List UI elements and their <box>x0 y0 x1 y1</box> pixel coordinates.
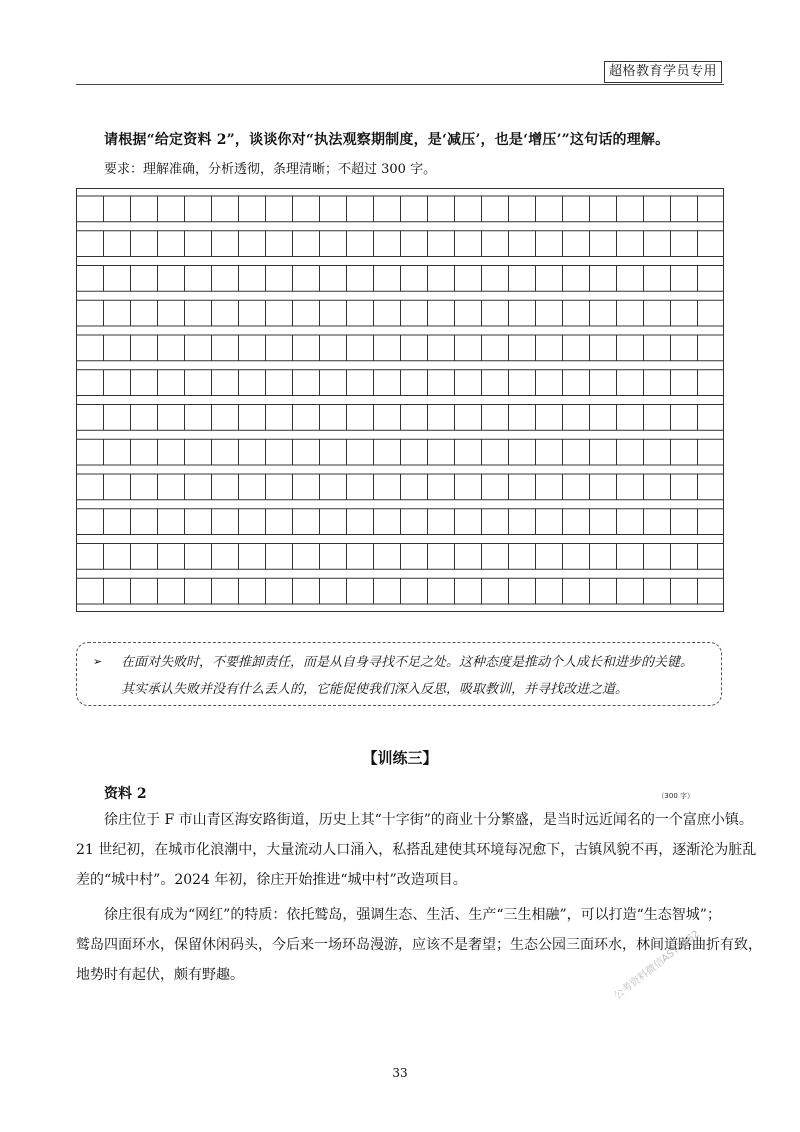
paragraph-line: 差的“城中村”。2024 年初，徐庄开始推进“城中村”改造项目。 <box>76 872 467 888</box>
arrow-bullet-icon: ➢ <box>93 655 103 668</box>
tip-line-1: 在面对失败时，不要推卸责任，而是从自身寻找不足之处。这种态度是推动个人成长和进步的关键。 <box>121 655 694 670</box>
answer-grid-lines <box>76 188 724 612</box>
paragraph-line: 地势时有起伏，颇有野趣。 <box>76 967 244 983</box>
material-label: 资料 2 <box>104 786 147 802</box>
tip-line-2: 其实承认失败并没有什么丢人的，它能促使我们深入反思，吸取教训，并寻找改进之道。 <box>121 682 629 697</box>
paragraph-line: 徐庄位于 F 市山青区海安路街道，历史上其“十字街”的商业十分繁盛，是当时远近闻名的一个富庶小镇。 <box>104 812 753 828</box>
question-prompt: 请根据“给定资料 2”，谈谈你对“执法观察期制度，是‘减压’，也是‘增压’”这句话的理解。 <box>104 132 670 148</box>
material-paragraph-1 <box>76 805 757 895</box>
tip-box <box>76 642 722 706</box>
page-number: 33 <box>392 1066 408 1080</box>
header-badge: 超格教育学员专用 <box>604 61 722 83</box>
paragraph-line: 鹫岛四面环水，保留休闲码头，今后来一场环岛漫游，应该不是奢望；生态公园三面环水，林间道路曲折有致， <box>76 937 762 953</box>
paragraph-line: 21 世纪初，在城市化浪潮中，大量流动人口涌入，私搭乱建使其环境每况愈下，古镇风貌不再，逐渐沦为脏乱 <box>76 842 757 858</box>
word-limit-label: （300 字） <box>657 792 694 800</box>
question-requirement: 要求：理解准确，分析透彻，条理清晰；不超过 300 字。 <box>104 162 437 177</box>
section-title: 【训练三】 <box>362 749 438 767</box>
paragraph-line: 徐庄很有成为“网红”的特质：依托鹫岛，强调生态、生活、生产“三生相融”，可以打造“生态智城”； <box>104 907 721 923</box>
watermark: 公考资料微信AST3962 <box>612 928 702 1002</box>
header-divider <box>76 84 724 85</box>
